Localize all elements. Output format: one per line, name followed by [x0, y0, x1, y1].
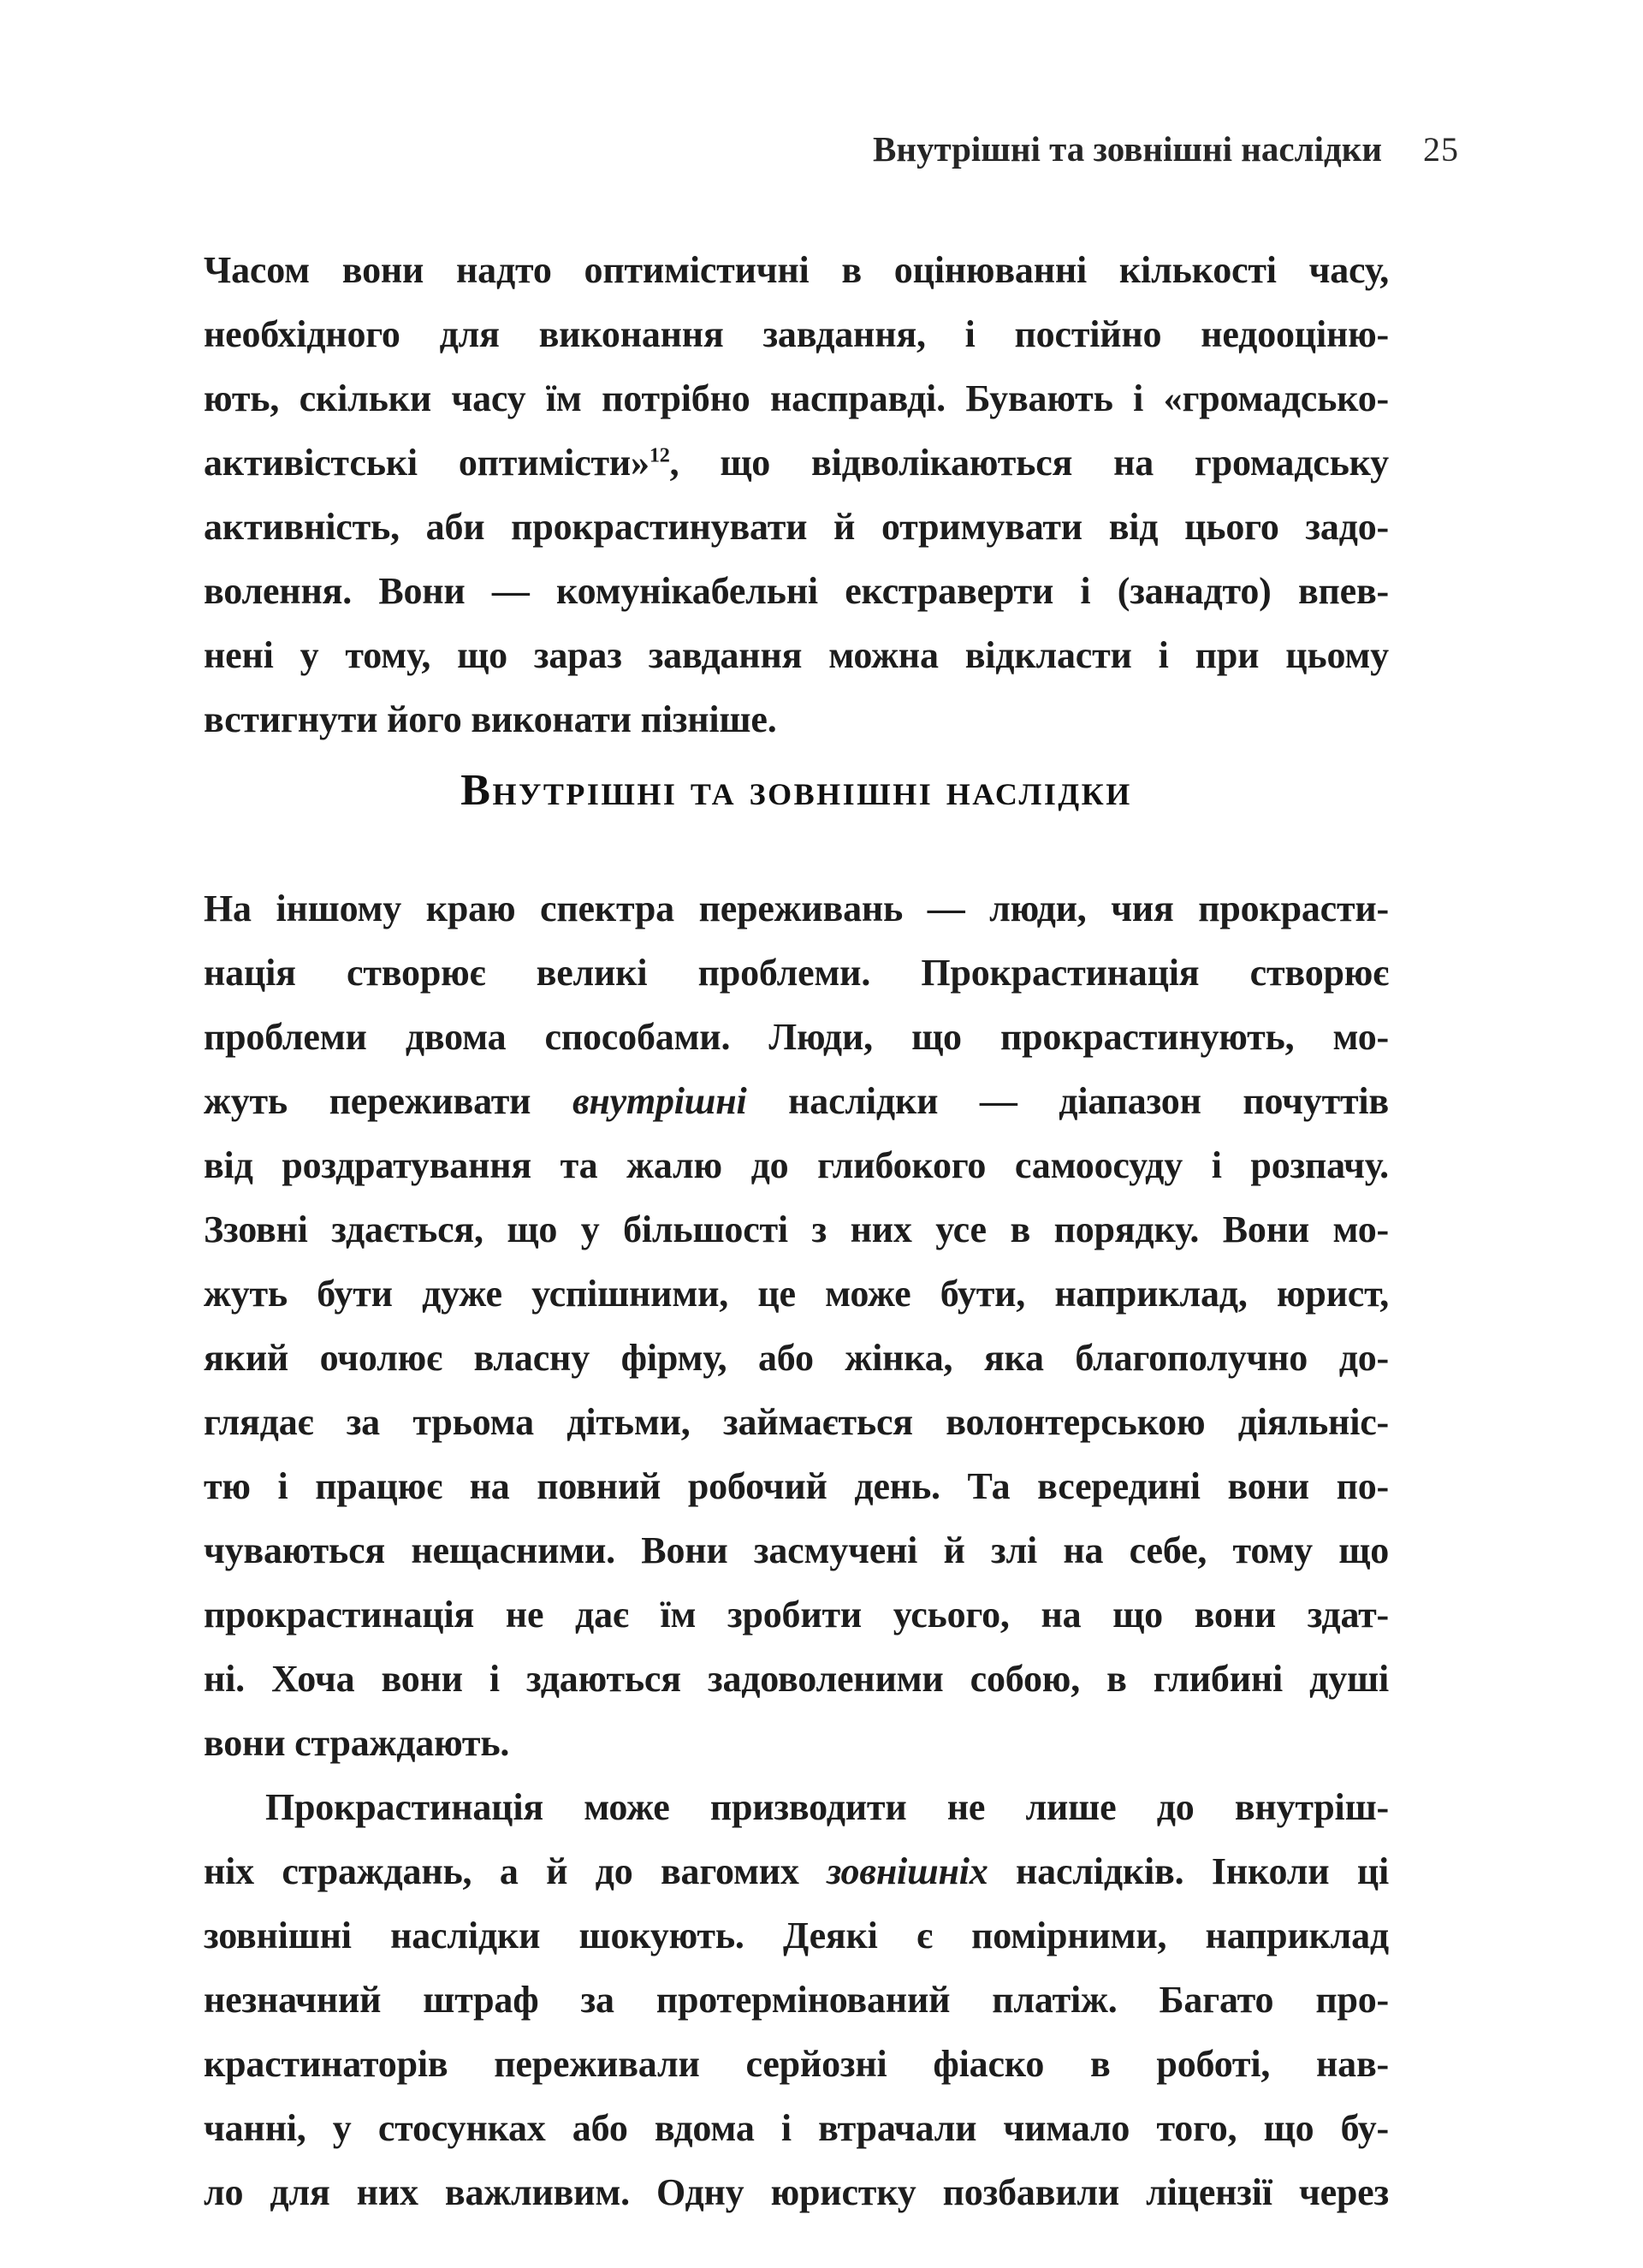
text-line: [204, 1262, 1389, 1326]
text-line: [204, 941, 1389, 1005]
text-line: [204, 1647, 1389, 1711]
text-line: [204, 1197, 1389, 1262]
text-segment: необхідного для виконання завдання, і постійно недооціню-: [204, 313, 1389, 355]
page-number: 25: [1423, 130, 1459, 169]
running-header-title: Внутрішні та зовнішні наслідки: [872, 129, 1382, 169]
paragraph: [204, 238, 1389, 751]
paragraph: [204, 1775, 1389, 2224]
text-line: [204, 1069, 1389, 1133]
text-line: [204, 1839, 1389, 1903]
text-segment: волення. Вони — комунікабельні екстраверти і (занадто) впев-: [204, 570, 1389, 612]
text-line: [204, 1390, 1389, 1454]
text-segment: , що відволікаються на громадську: [669, 442, 1389, 484]
text-segment: крастинаторів переживали серйозні фіаско в роботі, нав-: [204, 2043, 1389, 2085]
text-line: [204, 302, 1389, 366]
text-segment: чанні, у стосунках або вдома і втрачали чимало того, що бу-: [204, 2107, 1389, 2149]
text-segment: ють, скільки часу їм потрібно насправді. Бувають і «громадсько-: [204, 377, 1389, 419]
text-segment: вони страждають.: [204, 1722, 510, 1764]
text-line: [204, 876, 1389, 941]
text-line: [204, 1326, 1389, 1390]
text-segment: зовнішні наслідки шокують. Деякі є помірними, наприклад: [204, 1915, 1389, 1956]
text-line: [204, 430, 1389, 495]
text-segment: ніх страждань, а й до вагомих: [204, 1850, 827, 1892]
text-line: [204, 2032, 1389, 2096]
text-line: [204, 687, 1389, 751]
text-segment: незначний штраф за протермінований платіж. Багато про-: [204, 1979, 1389, 2021]
emphasized-text: зовнішніх: [827, 1850, 988, 1892]
text-segment: нені у тому, що зараз завдання можна відкласти і при цьому: [204, 634, 1389, 676]
page-body: [204, 238, 1389, 2224]
text-segment: глядає за трьома дітьми, займається волонтерською діяльніс-: [204, 1401, 1389, 1443]
text-line: [204, 495, 1389, 559]
text-segment: жуть бути дуже успішними, це може бути, наприклад, юрист,: [204, 1273, 1389, 1315]
text-line: [204, 2096, 1389, 2160]
paragraph: [204, 876, 1389, 1775]
text-segment: проблеми двома способами. Люди, що прокрастинують, мо-: [204, 1016, 1389, 1058]
text-segment: прокрастинація не дає їм зробити усього, на що вони здат-: [204, 1594, 1389, 1636]
section-heading: Внутрішні та зовнішні наслідки: [460, 766, 1132, 815]
text-segment: тю і працює на повний робочий день. Та всередині вони по-: [204, 1465, 1389, 1507]
text-segment: Часом вони надто оптимістичні в оцінюванні кількості часу,: [204, 249, 1389, 291]
text-line: [204, 366, 1389, 430]
text-line: [204, 1454, 1389, 1518]
text-line: [204, 1711, 1389, 1775]
running-header: [873, 128, 1459, 169]
text-line: [204, 2160, 1389, 2224]
text-segment: Прокрастинація може призводити не лише до внутріш-: [265, 1786, 1389, 1828]
text-line: [204, 1968, 1389, 2032]
text-line: [204, 1518, 1389, 1582]
text-segment: чуваються нещасними. Вони засмучені й злі на себе, тому що: [204, 1529, 1389, 1571]
text-segment: ні. Хоча вони і здаються задоволеними собою, в глибині душі: [204, 1658, 1389, 1700]
text-line: [204, 238, 1389, 302]
text-segment: встигнути його виконати пізніше.: [204, 698, 777, 740]
text-line: [204, 1775, 1389, 1839]
text-line: [204, 1133, 1389, 1197]
emphasized-text: внутрішні: [572, 1080, 747, 1122]
text-line: [204, 1903, 1389, 1968]
text-segment: активність, аби прокрастинувати й отримувати від цього задо-: [204, 506, 1389, 548]
text-segment: Ззовні здається, що у більшості з них усе в порядку. Вони мо-: [204, 1208, 1389, 1250]
text-line: [204, 1005, 1389, 1069]
text-segment: який очолює власну фірму, або жінка, яка благополучно до-: [204, 1337, 1389, 1379]
text-segment: жуть переживати: [204, 1080, 572, 1122]
text-segment: активістські оптимісти»: [204, 442, 649, 484]
text-segment: наслідків. Інколи ці: [988, 1850, 1389, 1892]
text-segment: ло для них важливим. Одну юристку позбавили ліцензії через: [204, 2171, 1389, 2213]
text-segment: нація створює великі проблеми. Прокрастинація створює: [204, 952, 1389, 994]
text-segment: На іншому краю спектра переживань — люди, чия прокрасти-: [204, 888, 1389, 929]
footnote-reference: 12: [649, 443, 670, 467]
text-segment: наслідки — діапазон почуттів: [746, 1080, 1389, 1122]
text-line: [204, 559, 1389, 623]
text-line: [204, 623, 1389, 687]
text-segment: від роздратування та жалю до глибокого самоосуду і розпачу.: [204, 1144, 1389, 1186]
text-line: [204, 1582, 1389, 1647]
